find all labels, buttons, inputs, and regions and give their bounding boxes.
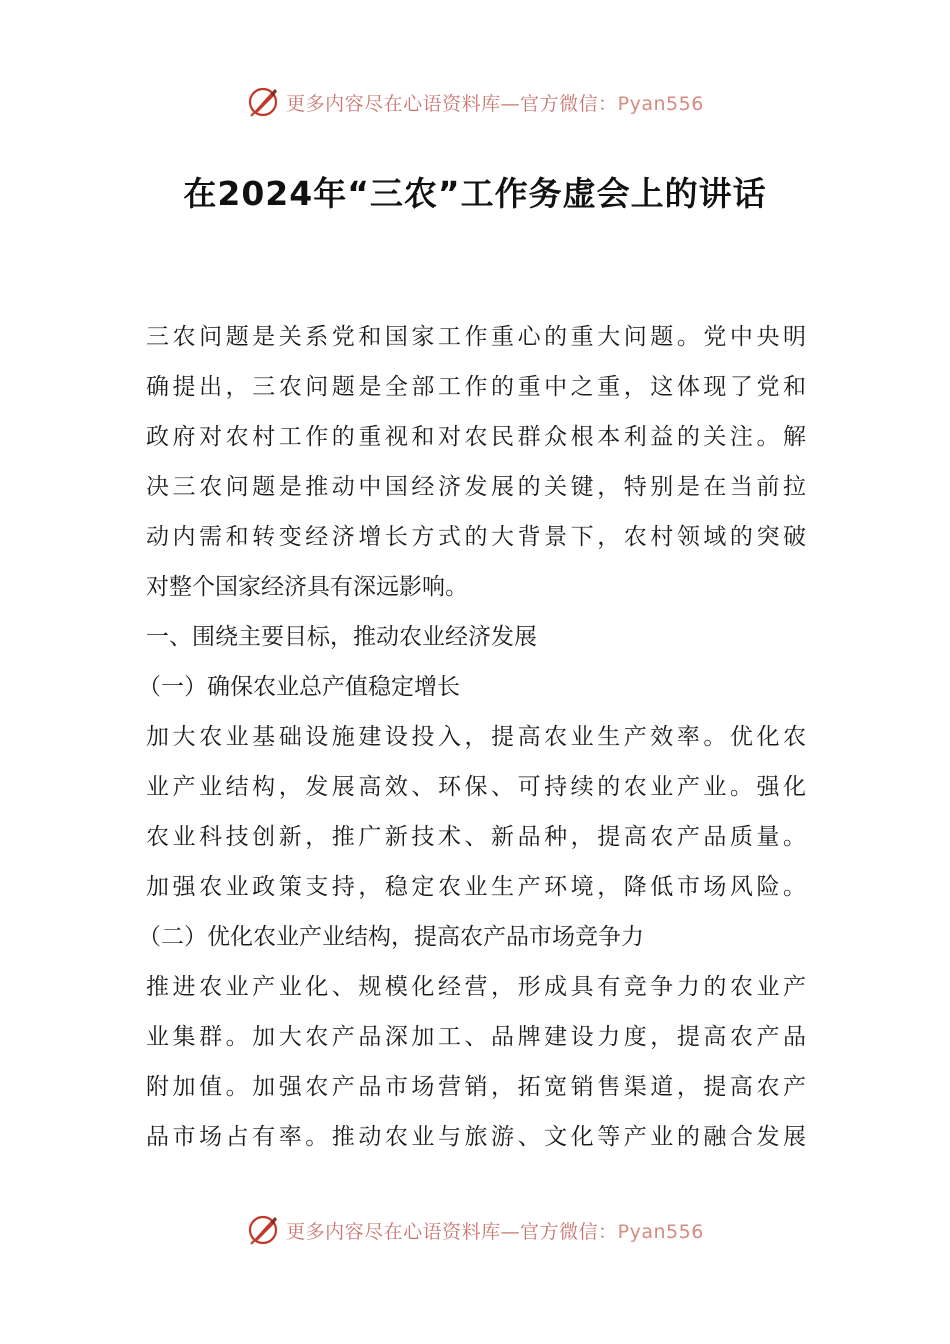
subsection-heading: （一）确保农业总产值稳定增长 — [138, 674, 460, 700]
body-line: 推进农业产业化、规模化经营，形成具有竞争力的农业产 — [146, 974, 806, 1000]
body-line: 品市场占有率。推动农业与旅游、文化等产业的融合发展 — [146, 1124, 806, 1150]
pen-logo-icon — [246, 85, 280, 119]
body-line: 业产业结构，发展高效、环保、可持续的农业产业。强化 — [146, 774, 806, 800]
wechat-id: Pyan556 — [617, 1220, 704, 1243]
body-line: 确提出，三农问题是全部工作的重中之重，这体现了党和 — [146, 374, 806, 400]
body-line: 加强农业政策支持，稳定农业生产环境，降低市场风险。 — [146, 874, 806, 900]
body-line: 对整个国家经济具有深远影响。 — [146, 574, 468, 600]
body-line: 三农问题是关系党和国家工作重心的重大问题。党中央明 — [146, 324, 806, 350]
body-line: 动内需和转变经济增长方式的大背景下，农村领域的突破 — [146, 524, 806, 550]
section-heading: 一、围绕主要目标，推动农业经济发展 — [146, 624, 537, 650]
body-line: 决三农问题是推动中国经济发展的关键，特别是在当前拉 — [146, 474, 806, 500]
body-line: 政府对农村工作的重视和对农民群众根本利益的关注。解 — [146, 424, 806, 450]
subsection-heading: （二）优化农业产业结构，提高农产品市场竞争力 — [138, 924, 644, 950]
footer-banner-text: 更多内容尽在心语资料库—官方微信：Pyan556 — [286, 1220, 704, 1243]
document-body — [138, 312, 806, 1162]
header-banner — [0, 82, 950, 122]
wechat-id: Pyan556 — [617, 92, 704, 115]
body-line: 加大农业基础设施建设投入，提高农业生产效率。优化农 — [146, 724, 806, 750]
document-title: 在2024年“三农”工作务虚会上的讲话 — [183, 174, 767, 213]
body-line: 附加值。加强农产品市场营销，拓宽销售渠道，提高农产 — [146, 1074, 806, 1100]
footer-banner — [0, 1210, 950, 1250]
body-line: 农业科技创新，推广新技术、新品种，提高农产品质量。 — [146, 824, 806, 850]
pen-logo-icon — [246, 1213, 280, 1247]
header-banner-text: 更多内容尽在心语资料库—官方微信：Pyan556 — [286, 92, 704, 115]
body-line: 业集群。加大农产品深加工、品牌建设力度，提高农产品 — [146, 1024, 806, 1050]
